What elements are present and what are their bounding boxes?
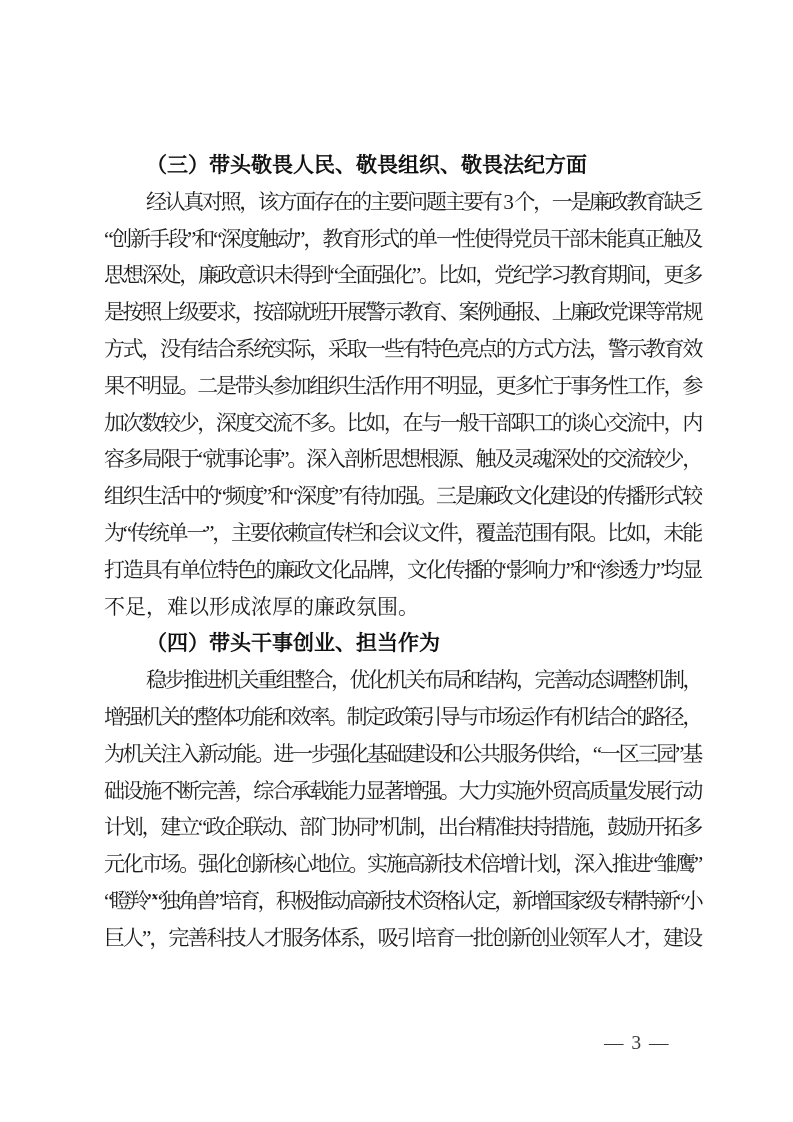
section-heading	[104, 625, 701, 662]
text-line	[104, 515, 701, 552]
line-text: 思想深处，廉政意识未得到“全面强化”。比如，党纪学习教育期间，更多	[104, 263, 701, 288]
line-text: 加次数较少，深度交流不多。比如，在与一般干部职工的谈心交流中，内	[104, 410, 701, 435]
text-line	[104, 257, 701, 294]
line-text: 组织生活中的“频度”和“深度”有待加强。三是廉政文化建设的传播形式较	[104, 484, 701, 509]
section-heading	[104, 147, 701, 184]
line-text: （三）带头敬畏人民、敬畏组织、敬畏法纪方面	[146, 153, 587, 177]
text-line	[104, 552, 701, 589]
page-number: — 3 —	[604, 1033, 670, 1054]
line-text: 是按照上级要求，按部就班开展警示教育、案例通报、上廉政党课等常规	[104, 300, 701, 325]
text-line	[104, 699, 701, 736]
line-text: 方式，没有结合系统实际，采取一些有特色亮点的方式方法，警示教育效	[104, 336, 701, 361]
text-line	[104, 920, 701, 957]
document-content	[104, 147, 701, 957]
line-text: 稳步推进机关重组整合，优化机关布局和结构，完善动态调整机制，	[146, 668, 701, 693]
line-text: （四）带头干事创业、担当作为	[146, 631, 440, 656]
paragraph	[104, 662, 701, 956]
text-line	[104, 405, 701, 442]
line-text: 础设施不断完善，综合承载能力显著增强。大力实施外贸高质量发展行动	[104, 778, 701, 803]
line-text: 打造具有单位特色的廉政文化品牌，文化传播的“影响力”和“渗透力”均显	[104, 557, 701, 582]
line-text: 不足，难以形成浓厚的廉政氛围。	[104, 594, 419, 619]
heading-line	[104, 147, 701, 184]
text-line	[104, 441, 701, 478]
line-text: 计划，建立“政企联动、部门协同”机制，出台精准扶持措施，鼓励开拓多	[104, 815, 701, 840]
text-line	[104, 773, 701, 810]
text-line	[104, 368, 701, 405]
line-text: “创新手段”和“深度触动”，教育形式的单一性使得党员干部未能真正触及	[104, 226, 701, 251]
line-text: 果不明显。二是带头参加组织生活作用不明显，更多忙于事务性工作，参	[104, 373, 701, 398]
text-line	[104, 883, 701, 920]
text-line	[104, 478, 701, 515]
text-line	[104, 846, 701, 883]
line-text: 经认真对照，该方面存在的主要问题主要有 3 个，一是廉政教育缺乏	[146, 189, 701, 214]
heading-line	[104, 625, 701, 662]
line-text: “瞪羚”“独角兽”培育，积极推动高新技术资格认定，新增国家级专精特新“小	[104, 888, 701, 913]
text-line	[104, 294, 701, 331]
line-text: 为机关注入新动能。进一步强化基础建设和公共服务供给，“一区三园”基	[104, 741, 701, 766]
paragraph	[104, 184, 701, 626]
text-line	[104, 221, 701, 258]
line-text: 元化市场。强化创新核心地位。实施高新技术倍增计划，深入推进“雏鹰”	[104, 852, 701, 877]
line-text: 容多局限于“就事论事”。深入剖析思想根源、触及灵魂深处的交流较少，	[104, 447, 701, 472]
text-line	[104, 809, 701, 846]
line-text: 为“传统单一”，主要依赖宣传栏和会议文件，覆盖范围有限。比如，未能	[104, 520, 701, 545]
text-line	[104, 184, 701, 221]
text-line	[104, 662, 701, 699]
text-line	[104, 589, 701, 626]
line-text: 巨人”，完善科技人才服务体系，吸引培育一批创新创业领军人才，建设	[104, 925, 701, 950]
text-line	[104, 331, 701, 368]
line-text: 增强机关的整体功能和效率。制定政策引导与市场运作有机结合的路径，	[104, 704, 701, 729]
text-line	[104, 736, 701, 773]
